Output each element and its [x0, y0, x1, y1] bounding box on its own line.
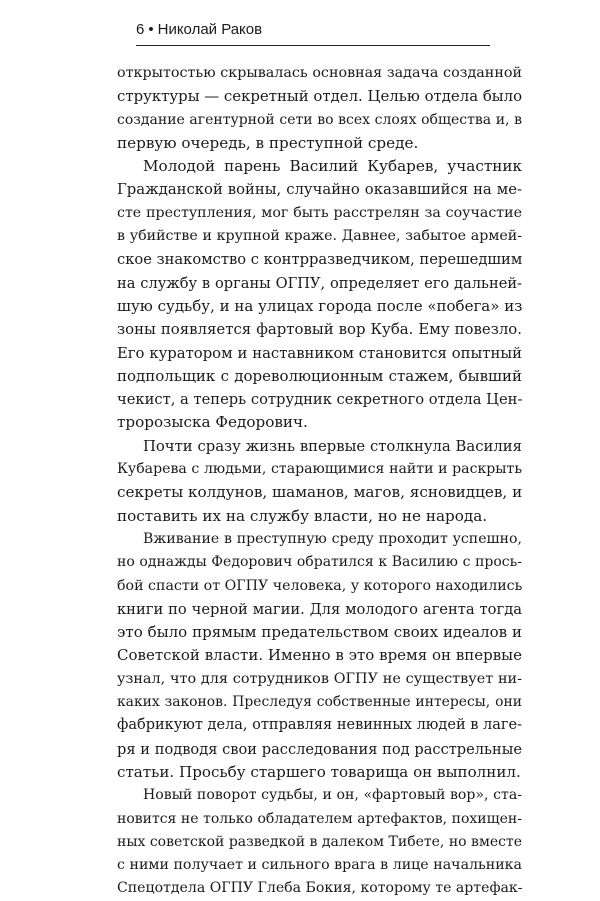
text-line: книги по черной магии. Для молодого агента тогда: [117, 600, 522, 618]
text-line: в убийстве и крупной краже. Давнее, забытое армей-: [117, 228, 522, 245]
text-line: создание агентурной сети во всех слоях общества и, в: [117, 111, 522, 128]
text-line: подпольщик с дореволюционным стажем, бывший: [117, 366, 522, 385]
header-rule: [136, 45, 490, 46]
text-line: статьи. Просьбу старшего товарища он выполнил.: [117, 762, 521, 781]
text-line: сте преступления, мог быть расстрелян за соучастие: [117, 204, 522, 221]
text-line: узнал, что для сотрудников ОГПУ не существует ни-: [117, 670, 522, 687]
text-line: поставить их на службу власти, но не народа.: [117, 506, 488, 525]
paragraph: [117, 784, 522, 900]
text-line: Его куратором и наставником становится опытный: [117, 344, 522, 362]
text-line: Новый поворот судьбы, и он, «фартовый вор», ста-: [143, 787, 522, 804]
text-line: тророзыска Федорович.: [117, 413, 308, 432]
text-line: структуры — секретный отдел. Целью отдела было: [117, 87, 523, 106]
text-line: Гражданской войны, случайно оказавшийся на ме-: [117, 181, 522, 199]
author-name: Николай Раков: [157, 21, 263, 38]
text-line: ря и подводя свои расследования под расстрельные: [117, 740, 522, 758]
paragraph: [117, 435, 522, 528]
text-line: Кубарева с людьми, старающимися найти и раскрыть: [117, 461, 522, 478]
text-line: Советской власти. Именно в это время он впервые: [117, 646, 522, 665]
text-line: это было прямым предательством своих идеалов и: [117, 623, 522, 642]
text-line: Молодой парень Василий Кубарев, участник: [143, 157, 522, 176]
paragraph: [117, 62, 522, 155]
text-line: секреты колдунов, шаманов, магов, ясновидцев, и: [117, 483, 523, 502]
page-number: 6: [136, 21, 145, 38]
text-line: Спецотдела ОГПУ Глеба Бокия, которому те артефак-: [117, 880, 523, 897]
paragraph: [117, 155, 522, 435]
text-line: фабрикуют дела, отправляя невинных людей в лаге-: [117, 717, 522, 734]
paragraph: [117, 528, 522, 784]
header-bullet: •: [148, 21, 154, 38]
text-line: первую очередь, в преступной среде.: [117, 133, 419, 152]
text-line: ское знакомство с контрразведчиком, перешедшим: [117, 251, 523, 269]
text-line: с ними получает и сильного врага в лице начальника: [117, 857, 522, 874]
text-line: Почти сразу жизнь впервые столкнула Василия: [143, 437, 522, 455]
text-line: Вживание в преступную среду проходит успешно,: [143, 530, 522, 547]
text-line: бой спасти от ОГПУ человека, у которого находились: [117, 577, 523, 594]
text-line: каких законов. Преследуя собственные интересы, они: [117, 694, 522, 711]
text-line: ных советской разведкой в далеком Тибете, но вместе: [117, 833, 522, 850]
text-line: зоны появляется фартовый вор Куба. Ему повезло.: [117, 320, 522, 339]
text-line: шую судьбу, и на улицах города после «побега» из: [117, 296, 523, 315]
text-line: на службу в органы ОГПУ, определяет его дальней-: [117, 274, 522, 292]
text-line: открытостью скрывалась основная задача созданной: [117, 65, 522, 81]
text-line: чекист, а теперь сотрудник секретного отдела Цен-: [117, 391, 523, 409]
running-header: [136, 21, 262, 38]
text-line: новится не только обладателем артефактов, похищен-: [117, 810, 522, 827]
body-text: [117, 62, 522, 901]
text-line: но однажды Федорович обратился к Василию с прось-: [117, 554, 522, 571]
